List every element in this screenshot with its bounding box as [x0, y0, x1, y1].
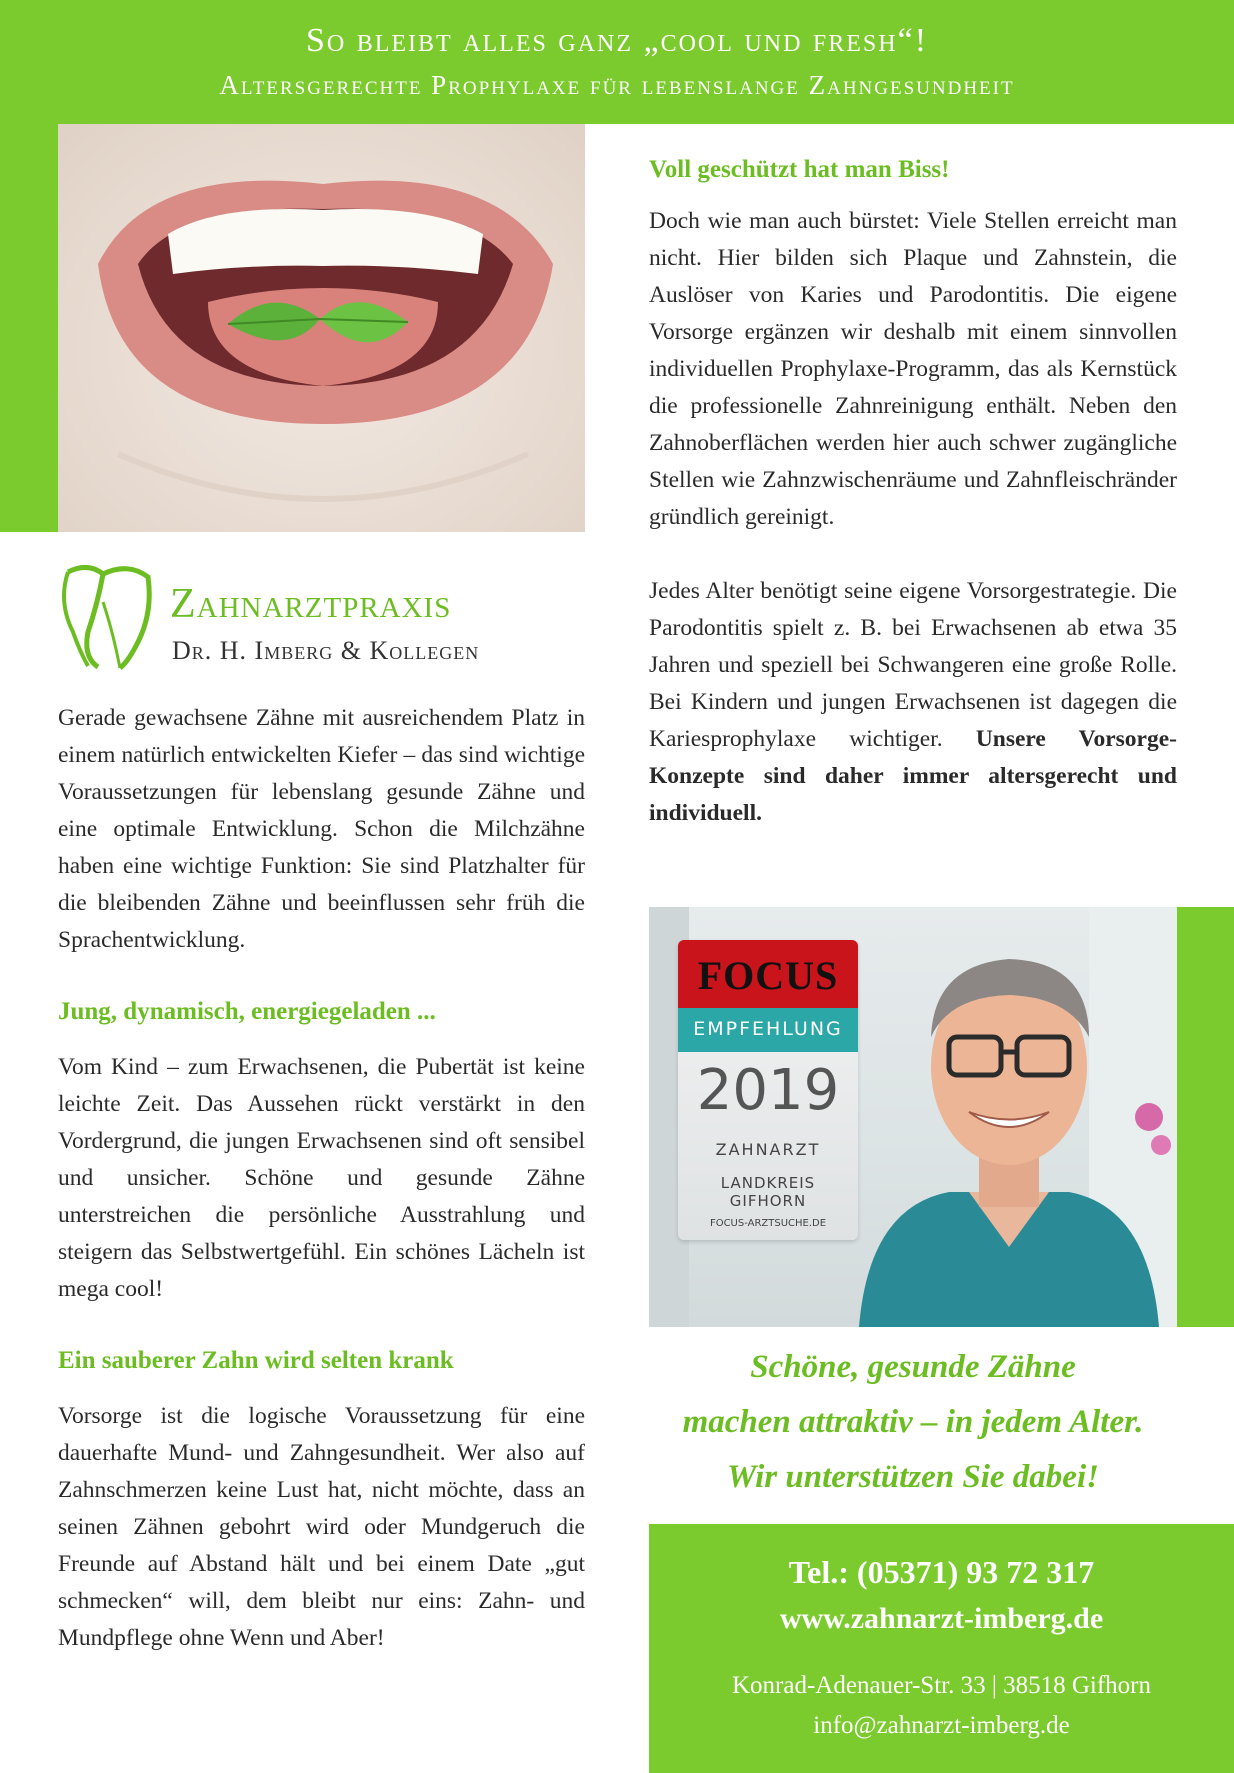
accent-bar-left — [0, 124, 58, 532]
address: Konrad-Adenauer-Str. 33 | 38518 Gifhorn — [732, 1672, 1151, 1699]
slogan-line-3: Wir unterstützen Sie dabei! — [727, 1459, 1099, 1495]
left-column — [58, 700, 585, 1657]
focus-category: ZAHNARZT — [715, 1140, 821, 1159]
headline: So bleibt alles ganz „cool und fresh“! — [305, 22, 929, 59]
subheadline: Altersgerechte Prophylaxe für lebenslange Zahngesundheit — [219, 70, 1015, 100]
mouth-illustration — [58, 124, 585, 532]
focus-region-2: GIFHORN — [729, 1192, 807, 1210]
accent-bar-right — [1177, 907, 1234, 1327]
focus-region-1: LANDKREIS — [720, 1174, 816, 1192]
slogan — [649, 1340, 1177, 1505]
paragraph-protected: Doch wie man auch bürstet: Viele Stellen erreicht man nicht. Hier bilden sich Plaque und Zahnstein, die Auslöser von Karies und Parodontitis. Die eigene Vorsorge ergänzen wir deshalb mit einem sinnvollen individuellen Prophylaxe-Programm, das als Kernstück die professionelle Zahnreinigung enthält. Neben den Zahnoberflächen werden hier auch schwer zugängliche Stellen wie Zahnzwischenräume und Zahnfleischränder gründlich gereinigt. — [649, 208, 1177, 530]
focus-site: FOCUS-ARZTSUCHE.DE — [709, 1218, 827, 1229]
focus-label: EMPFEHLUNG — [693, 1018, 843, 1040]
tooth-logo-icon — [58, 562, 158, 672]
contact-box — [649, 1524, 1234, 1773]
right-column — [649, 153, 1177, 832]
focus-logo — [678, 940, 858, 1008]
heading-protected: Voll geschützt hat man Biss! — [649, 156, 950, 183]
practice-doctors: Dr. H. Imberg & Kollegen — [172, 636, 480, 665]
slogan-line-2: machen attraktiv – in jedem Alter. — [682, 1404, 1144, 1440]
paragraph-age-emphasis: Unsere Vorsorge-Konzepte sind daher immer altersgerecht und individuell. — [649, 726, 1177, 826]
focus-badge — [678, 940, 858, 1240]
heading-clean-tooth: Ein sauberer Zahn wird selten krank — [58, 1347, 454, 1374]
focus-brand: FOCUS — [697, 953, 839, 998]
mouth-mint-photo — [58, 124, 585, 532]
paragraph-clean-tooth: Vorsorge ist die logische Voraussetzung für eine dauerhafte Mund- und Zahngesundheit. Wer also auf Zahnschmerzen keine Lust hat, nicht möchte, dass an seinen Zähnen gebohrt wird oder Mundgeruch die Freunde auf Abstand hält und bei einem Date „gut schmecken“ will, dem bleibt nur eins: Zahn- und Mundpflege ohne Wenn und Aber! — [58, 1403, 585, 1651]
paragraph-age-text: Jedes Alter benötigt seine eigene Vorsorgestrategie. Die Parodontitis spielt z. B. bei Erwachsenen ab etwa 35 Jahren und speziell bei Schwangeren eine große Rolle. Bei Kindern und jungen Erwachsenen ist dagegen die Kariesprophylaxe wichtiger. — [649, 578, 1177, 752]
paragraph-age — [649, 573, 1177, 832]
slogan-line-1: Schöne, gesunde Zähne — [750, 1349, 1076, 1385]
website-link[interactable]: www.zahnarzt-imberg.de — [779, 1602, 1104, 1635]
phone-number[interactable]: Tel.: (05371) 93 72 317 — [788, 1554, 1095, 1590]
heading-young: Jung, dynamisch, energiegeladen ... — [58, 998, 436, 1025]
intro-paragraph: Gerade gewachsene Zähne mit ausreichendem Platz in einem natürlich entwickelten Kiefer – das sind wichtige Voraussetzungen für lebenslang gesunde Zähne und eine optimale Entwicklung. Schon die Milchzähne haben eine wichtige Funktion: Sie sind Platzhalter für die bleibenden Zähne und beeinflussen sehr früh die Sprachentwicklung. — [58, 705, 585, 953]
practice-name: Zahnarztpraxis — [170, 581, 452, 627]
email-link[interactable]: info@zahnarzt-imberg.de — [813, 1712, 1070, 1739]
practice-logo — [58, 562, 578, 674]
focus-year: 2019 — [696, 1058, 840, 1123]
focus-recommendation — [678, 1008, 858, 1052]
paragraph-young: Vom Kind – zum Erwachsenen, die Pubertät ist keine leichte Zeit. Das Aussehen rückt verstärkt in den Vordergrund, die jungen Erwachsenen sind oft sensibel und unsicher. Schöne und gesunde Zähne unterstreichen die persönliche Ausstrahlung und steigern das Selbstwertgefühl. Ein schönes Lächeln ist mega cool! — [58, 1054, 585, 1302]
header-banner — [0, 0, 1234, 124]
